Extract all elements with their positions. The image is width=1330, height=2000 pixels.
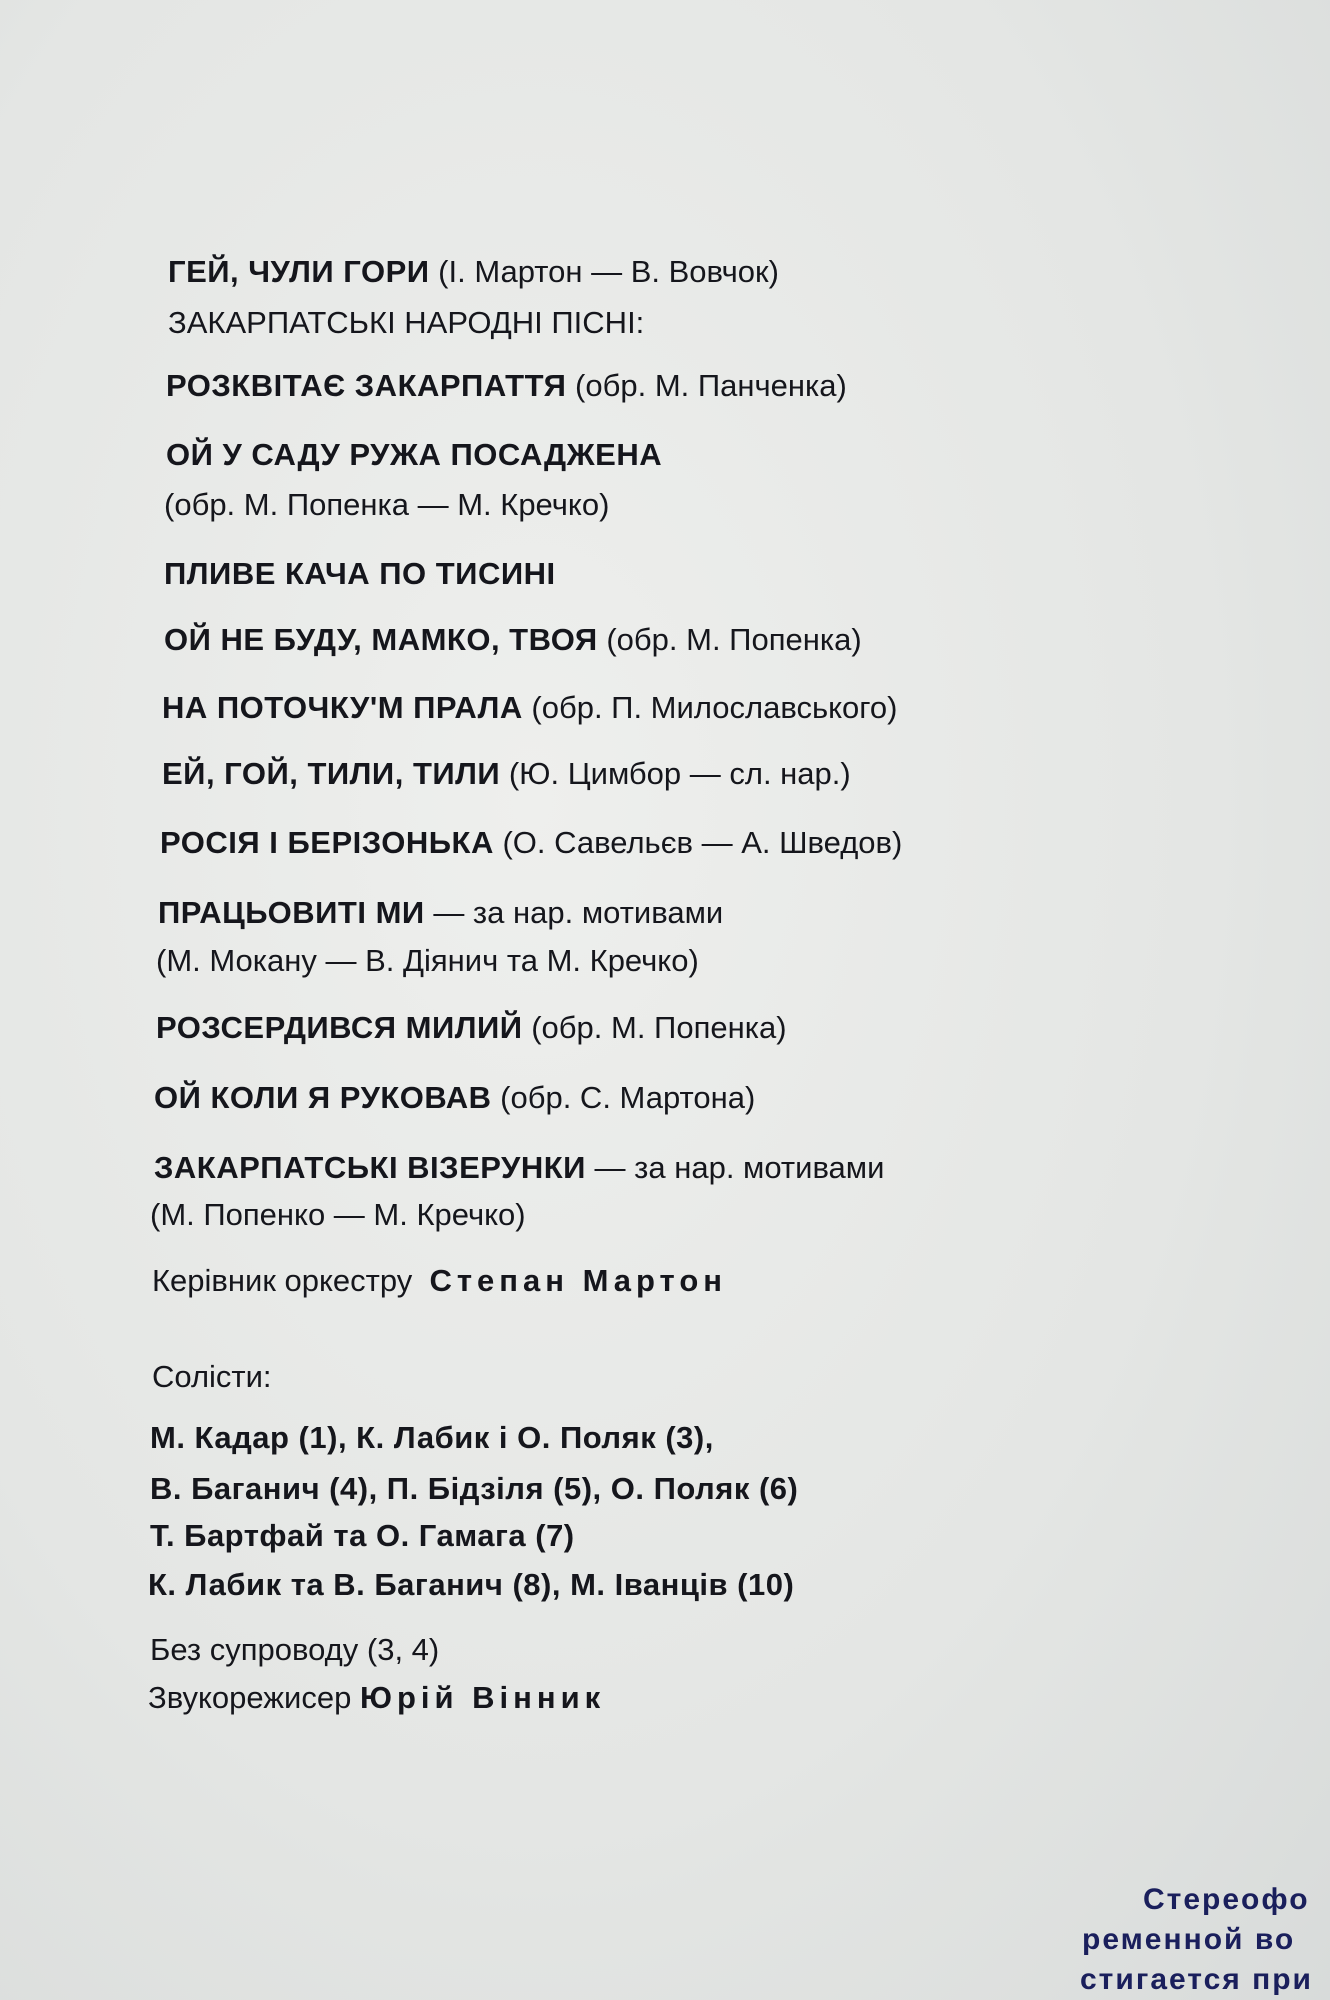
track-12-credit: (М. Попенко — М. Кречко) — [150, 1197, 526, 1232]
track-3-title: ОЙ У САДУ РУЖА ПОСАДЖЕНА — [166, 437, 663, 472]
track-3-credit: (обр. М. Попенка — М. Кречко) — [164, 487, 610, 522]
section-heading: ЗАКАРПАТСЬКІ НАРОДНІ ПІСНІ: — [168, 305, 645, 340]
sound-engineer: Звукорежисер Юрій Вінник — [148, 1680, 606, 1715]
track-7: ЕЙ, ГОЙ, ТИЛИ, ТИЛИ (Ю. Цимбор — сл. нар.) — [162, 756, 851, 791]
track-4: ПЛИВЕ КАЧА ПО ТИСИНІ — [164, 556, 556, 591]
soloists-line: К. Лабик та В. Баганич (8), М. Іванців (10) — [148, 1567, 795, 1602]
conductor: Керівник оркестру Степан Мартон — [152, 1263, 727, 1298]
unaccompanied-note: Без супроводу (3, 4) — [150, 1632, 440, 1667]
track-6: НА ПОТОЧКУ'М ПРАЛА (обр. П. Милославського) — [162, 690, 898, 725]
track-1: ГЕЙ, ЧУЛИ ГОРИ (І. Мартон — В. Вовчок) — [168, 254, 779, 289]
soloists-line: М. Кадар (1), К. Лабик і О. Поляк (3), — [150, 1420, 714, 1455]
track-10: РОЗСЕРДИВСЯ МИЛИЙ (обр. М. Попенка) — [156, 1010, 787, 1045]
track-9-credit: (М. Мокану — В. Діянич та М. Кречко) — [156, 943, 699, 978]
track-11: ОЙ КОЛИ Я РУКОВАВ (обр. С. Мартона) — [154, 1080, 756, 1115]
track-12: ЗАКАРПАТСЬКІ ВІЗЕРУНКИ — за нар. мотивами — [154, 1150, 885, 1185]
soloists-line: В. Баганич (4), П. Бідзіля (5), О. Поляк (6) — [150, 1471, 799, 1506]
track-2: РОЗКВІТАЄ ЗАКАРПАТТЯ (обр. М. Панченка) — [166, 368, 847, 403]
soloists-label: Солісти: — [152, 1359, 272, 1394]
track-9: ПРАЦЬОВИТІ МИ — за нар. мотивами — [158, 895, 724, 930]
track-8: РОСІЯ І БЕРІЗОНЬКА (О. Савельєв — А. Шведов) — [160, 825, 903, 860]
soloists-line: Т. Бартфай та О. Гамага (7) — [150, 1518, 575, 1553]
track-5: ОЙ НЕ БУДУ, МАМКО, ТВОЯ (обр. М. Попенка) — [164, 622, 862, 657]
